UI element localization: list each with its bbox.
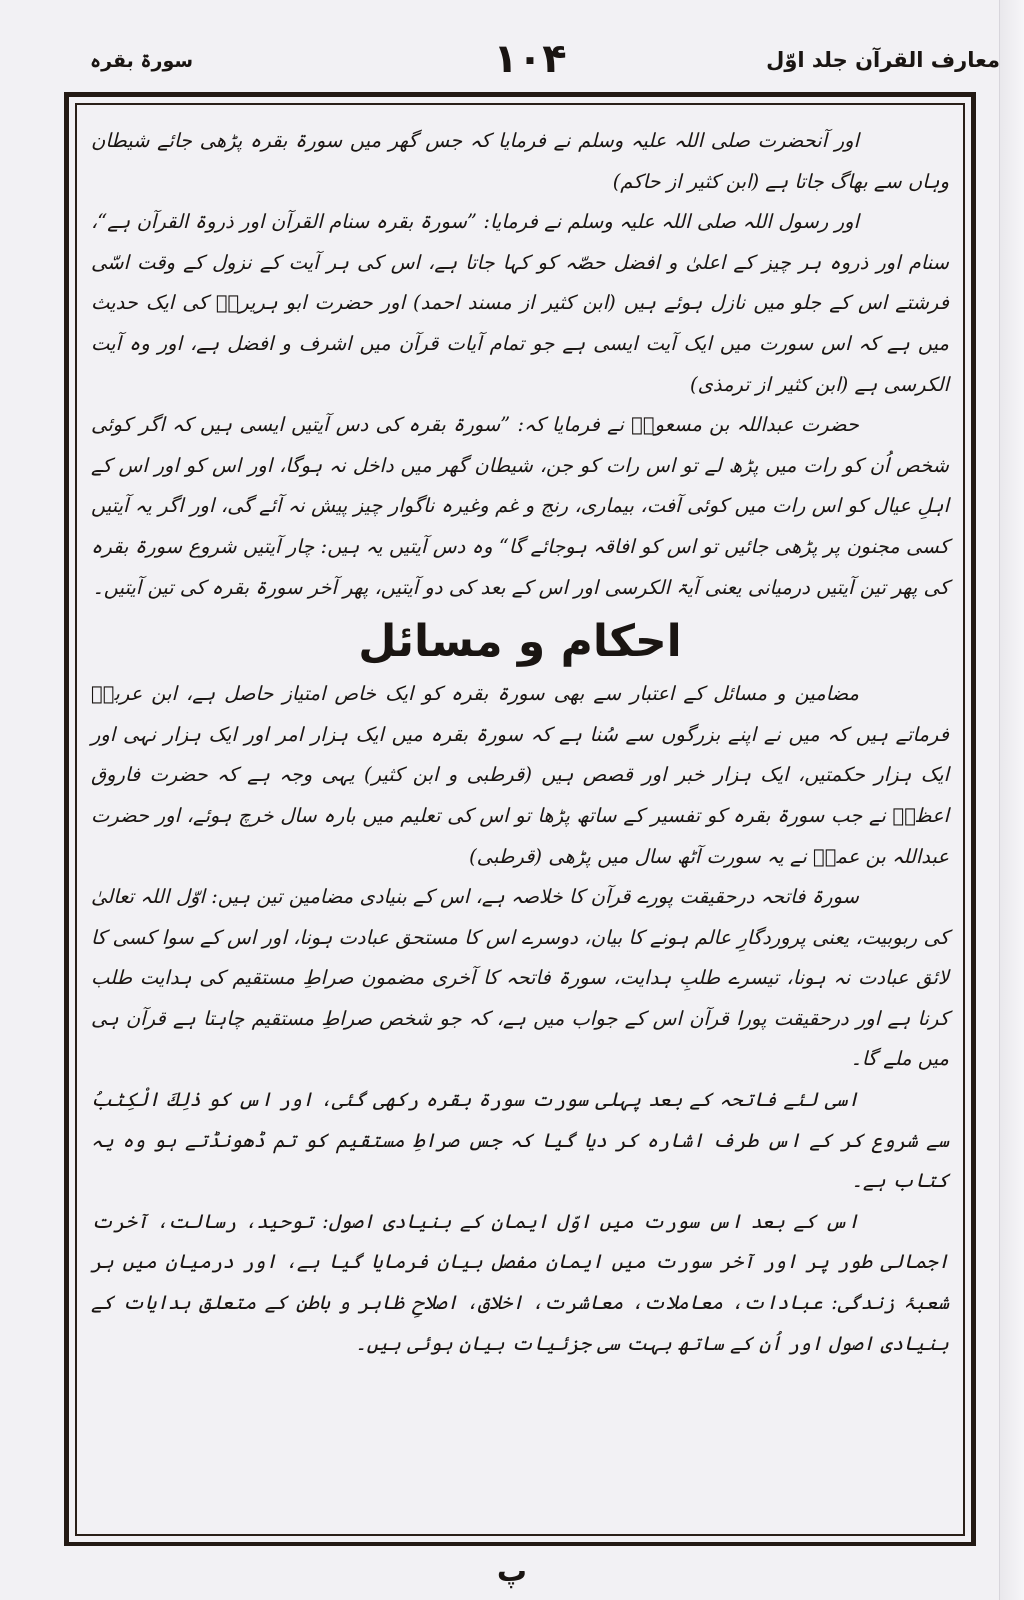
page-border-inner bbox=[75, 103, 965, 1536]
paragraph-principles: اس کے بعد اس سورت میں اوّل ایمان کے بنیادی اصول: توحید، رسالت، آخرت اجمالی طور پر اور آخر سورت میں ایمان مفصل بیان فرمایا گیا ہے، اور درمیان میں ہر شعبۂ زندگی: عبادات، معاملات، معاشرت، اخلاق، اصلاحِ ظاہر و باطن کے متعلق ہدایات کے بنیادی اصول اور اُن کے ساتھ بہت سی جزئیات بیان ہوئی ہیں۔ bbox=[91, 1209, 949, 1355]
paragraph-sanam-quran: اور رسول اللہ صلی اللہ علیہ وسلم نے فرمایا: ”سورۃ بقرہ سنام القرآن اور ذروۃ القرآن ہے“، سنام اور ذروہ ہر چیز کے اعلیٰ و افضل حصّہ کو کہا جاتا ہے، اس کی ہر آیت کے نزول کے وقت اسّی فرشتے اس کے جلو میں نازل ہوئے ہیں (ابن کثیر از مسند احمد) اور حضرت ابو ہریرہؓ کی ایک حدیث میں ہے کہ اس سورت میں ایک آیت ایسی ہے جو تمام آیات قرآن میں اشرف و افضل ہے، اور وہ آیت الکرسی ہے (ابن کثیر از ترمذی) bbox=[91, 210, 949, 396]
page-edge bbox=[999, 0, 1024, 1600]
surah-name: سورۃ بقرہ bbox=[90, 50, 194, 72]
page-body bbox=[91, 121, 949, 1364]
book-title: معارف القرآن جلد اوّل bbox=[766, 48, 1000, 72]
signature-mark: پ bbox=[496, 1554, 528, 1589]
paragraph-hadith-shaitan: اور آنحضرت صلی اللہ علیہ وسلم نے فرمایا کہ جس گھر میں سورۃ بقرہ پڑھی جائے شیطان وہاں سے بھاگ جاتا ہے (ابن کثیر از حاکم) bbox=[91, 129, 949, 193]
paragraph-ten-verses: حضرت عبداللہ بن مسعودؓ نے فرمایا کہ: ”سورۃ بقرہ کی دس آیتیں ایسی ہیں کہ اگر کوئی شخص اُن کو رات میں پڑھ لے تو اس رات کو جن، شیطان گھر میں داخل نہ ہوگا، اور اس کو اور اس کے اہلِ عیال کو اس رات میں کوئی آفت، بیماری، رنج و غم وغیرہ ناگوار چیز پیش نہ آئے گی، اور اگر یہ آیتیں کسی مجنون پر پڑھی جائیں تو اس کو افاقہ ہوجائے گا“ وہ دس آیتیں یہ ہیں: چار آیتیں شروع سورۃ بقرہ کی پھر تین آیتیں درمیانی یعنی آیۃ الکرسی اور اس کے بعد کی دو آیتیں، پھر آخر سورۃ بقرہ کی تین آیتیں۔ bbox=[91, 413, 949, 599]
page-number: ۱۰۴ bbox=[493, 36, 567, 82]
paragraph-themes: مضامین و مسائل کے اعتبار سے بھی سورۃ بقرہ کو ایک خاص امتیاز حاصل ہے، ابن عربیؒ فرماتے ہیں کہ میں نے اپنے بزرگوں سے سُنا ہے کہ سورۃ بقرہ میں ایک ہزار امر اور ایک ہزار نہی اور ایک ہزار حکمتیں، ایک ہزار خبر اور قصص ہیں (قرطبی و ابن کثیر) یہی وجہ ہے کہ حضرت فاروق اعظمؓ نے جب سورۃ بقرہ کو تفسیر کے ساتھ پڑھا تو اس کی تعلیم میں بارہ سال خرچ ہوئے، اور حضرت عبداللہ بن عمرؓ نے یہ سورت آٹھ سال میں پڑھی (قرطبی) bbox=[91, 682, 949, 868]
paragraph-order-reason: اسی لئے فاتحہ کے بعد پہلی سورت سورۃ بقرہ رکھی گئی، اور اس کو ذٰلِكَ الْكِتٰبُ سے شروع کر کے اس طرف اشارہ کر دیا گیا کہ جس صراطِ مستقیم کو تم ڈھونڈتے ہو وہ یہ کتاب ہے۔ bbox=[91, 1088, 949, 1193]
section-heading: احکام و مسائل bbox=[358, 616, 682, 668]
page-border-outer bbox=[64, 92, 976, 1546]
running-head bbox=[60, 36, 1000, 84]
paragraph-fatiha-summary: سورۃ فاتحہ درحقیقت پورے قرآن کا خلاصہ ہے، اس کے بنیادی مضامین تین ہیں: اوّل اللہ تعالیٰ کی ربوبیت، یعنی پروردگارِ عالم ہونے کا بیان، دوسرے اس کا مستحق عبادت ہونا، اور اس کے سوا کسی کا لائق عبادت نہ ہونا، تیسرے طلبِ ہدایت، سورۃ فاتحہ کا آخری مضمون صراطِ مستقیم کی ہدایت طلب کرنا ہے اور درحقیقت پورا قرآن اس کے جواب میں ہے، کہ جو شخص صراطِ مستقیم چاہتا ہے قرآن ہی میں ملے گا۔ bbox=[91, 885, 949, 1071]
